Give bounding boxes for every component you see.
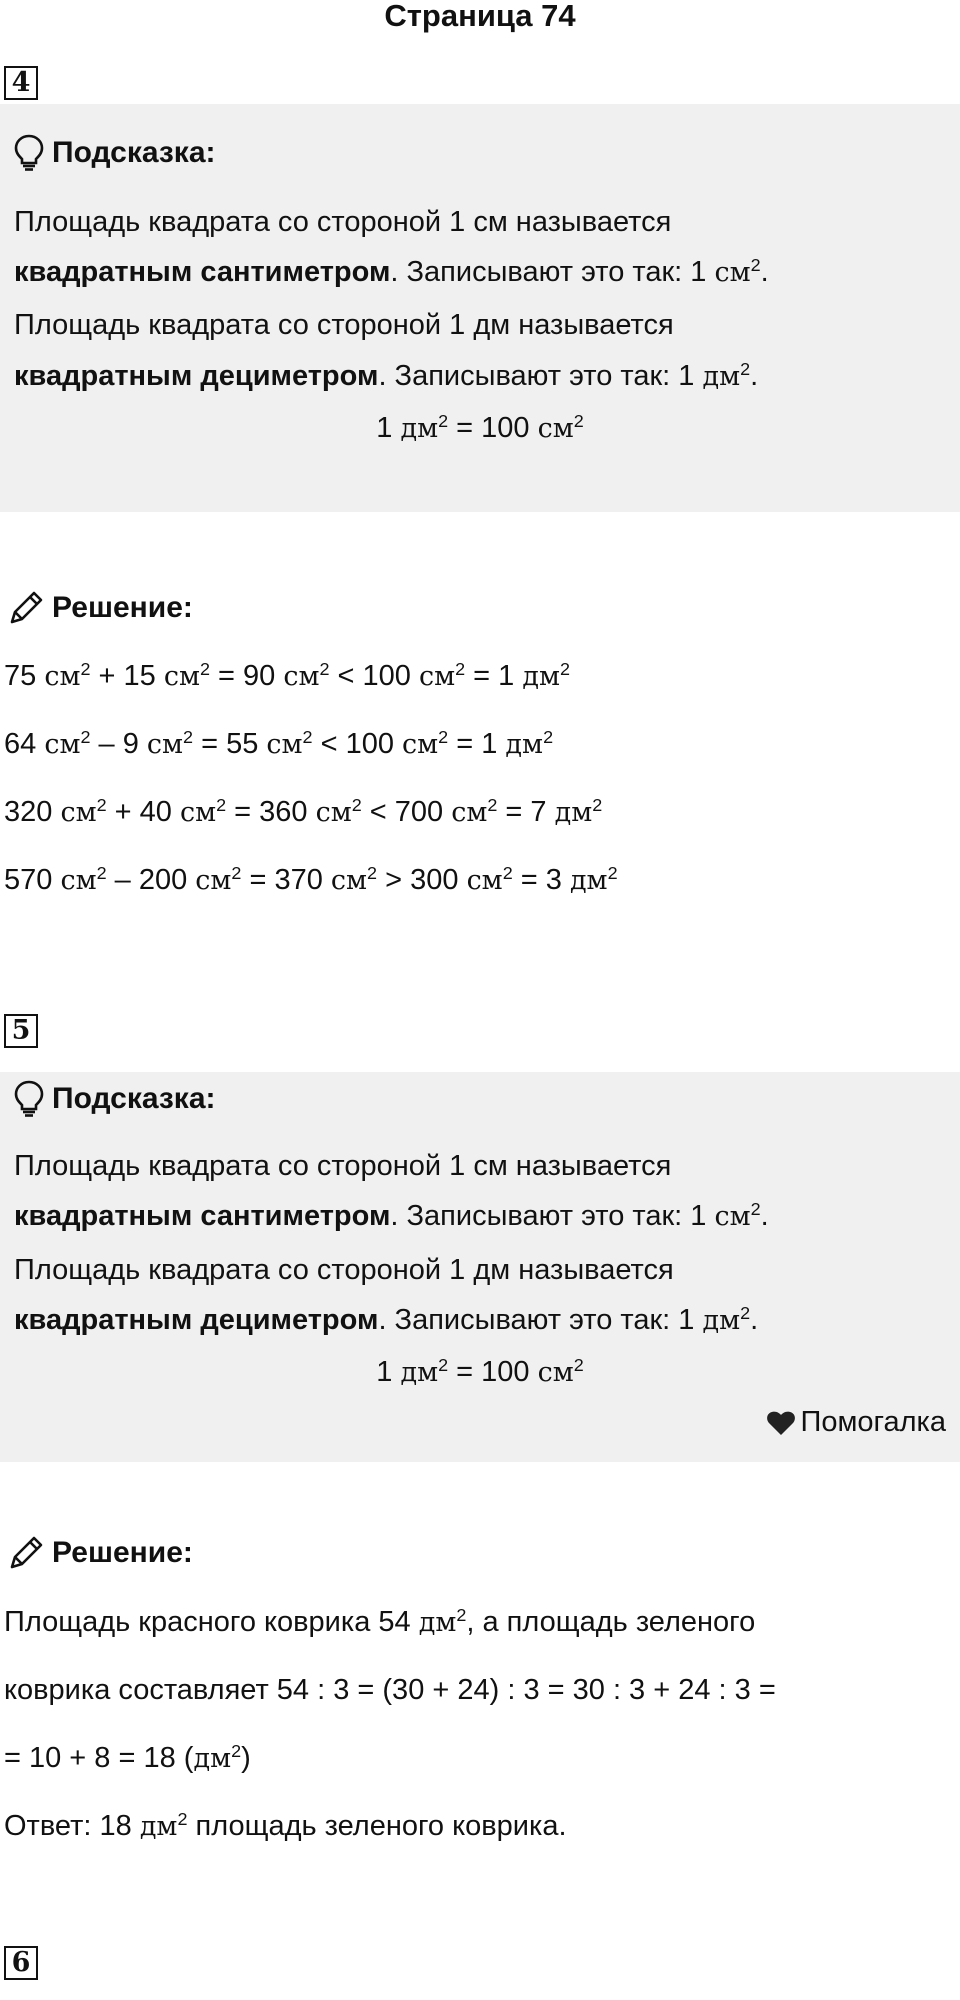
hint-line-1: Площадь квадрата со стороной 1 см называется — [14, 1150, 672, 1182]
task-5-solution-line-3: = 10 + 8 = 18 $(дм^2)$ — [4, 1741, 251, 1774]
solution-label: Решение: — [52, 1536, 193, 1569]
page-title: Страница 74 — [384, 0, 576, 33]
hint-term-dm: квадратным дециметром — [14, 1304, 379, 1336]
hint-line-2: квадратным сантиметром. Записывают это так: 1 $см^2$. — [14, 1199, 769, 1232]
lightbulb-icon — [14, 1080, 44, 1118]
hint-line-1: Площадь квадрата со стороной 1 см называется — [14, 206, 672, 238]
task-4-row-4: 570 $см^2 - 200$ $см^2 = 370$ $см^2 > 300$ $см^2 = 3$ $дм^2$ — [4, 863, 618, 896]
hint-line-3: Площадь квадрата со стороной 1 дм называется — [14, 1254, 674, 1286]
task-number-6: 6 — [4, 1946, 38, 1980]
heart-icon — [767, 1410, 795, 1436]
hint-equation: 1 $дм^2 = 100$ $см^2$ — [376, 1355, 584, 1388]
solution-header-task-4 — [6, 588, 193, 628]
hint-line-4: квадратным дециметром. Записывают это так: 1 $дм^2$. — [14, 359, 759, 392]
solution-header-task-5 — [6, 1533, 193, 1573]
brand-pomogalka — [767, 1406, 946, 1439]
hint-header — [14, 134, 216, 172]
solution-label: Решение: — [52, 591, 193, 624]
hint-line-3: Площадь квадрата со стороной 1 дм называется — [14, 309, 674, 341]
lightbulb-icon — [14, 134, 44, 172]
hint-line-2: квадратным сантиметром. Записывают это так: 1 $см^2$. — [14, 255, 769, 288]
hint-label: Подсказка: — [52, 136, 216, 169]
task-5-answer: Ответ: 18 $дм^2$ площадь зеленого коврика. — [4, 1809, 567, 1842]
task-5-solution-line-2: коврика составляет 54 : 3 = (30 + 24) : 3 = 30 : 3 + 24 : 3 = — [4, 1674, 776, 1706]
hint-label: Подсказка: — [52, 1082, 216, 1115]
hint-box-task-4 — [0, 104, 960, 512]
brand-label: Помогалка — [800, 1406, 946, 1438]
hint-box-task-5 — [0, 1072, 960, 1462]
hint-header — [14, 1080, 216, 1118]
pencil-icon — [6, 588, 46, 628]
hint-term-cm: квадратным сантиметром — [14, 1200, 391, 1232]
hint-term-cm: квадратным сантиметром — [14, 256, 391, 288]
task-number-5: 5 — [4, 1014, 38, 1048]
task-5-solution-line-1: Площадь красного коврика 54 $дм^2$, а площадь зеленого — [4, 1605, 756, 1638]
task-4-row-2: 64 $см^2 - 9$ $см^2 = 55$ $см^2 < 100$ $см^2 = 1$ $дм^2$ — [4, 727, 554, 760]
hint-line-4: квадратным дециметром. Записывают это так: 1 $дм^2$. — [14, 1303, 759, 1336]
hint-term-dm: квадратным дециметром — [14, 360, 379, 392]
task-4-row-3: 320 $см^2 + 40$ $см^2 = 360$ $см^2 < 700$ $см^2 = 7$ $дм^2$ — [4, 795, 603, 828]
pencil-icon — [6, 1533, 46, 1573]
task-4-row-1: 75 $см^2 + 15$ $см^2 = 90$ $см^2 < 100$ $см^2 = 1$ $дм^2$ — [4, 659, 570, 692]
hint-equation: 1 $дм^2 = 100$ $см^2$ — [376, 411, 584, 444]
task-number-4: 4 — [4, 66, 38, 100]
